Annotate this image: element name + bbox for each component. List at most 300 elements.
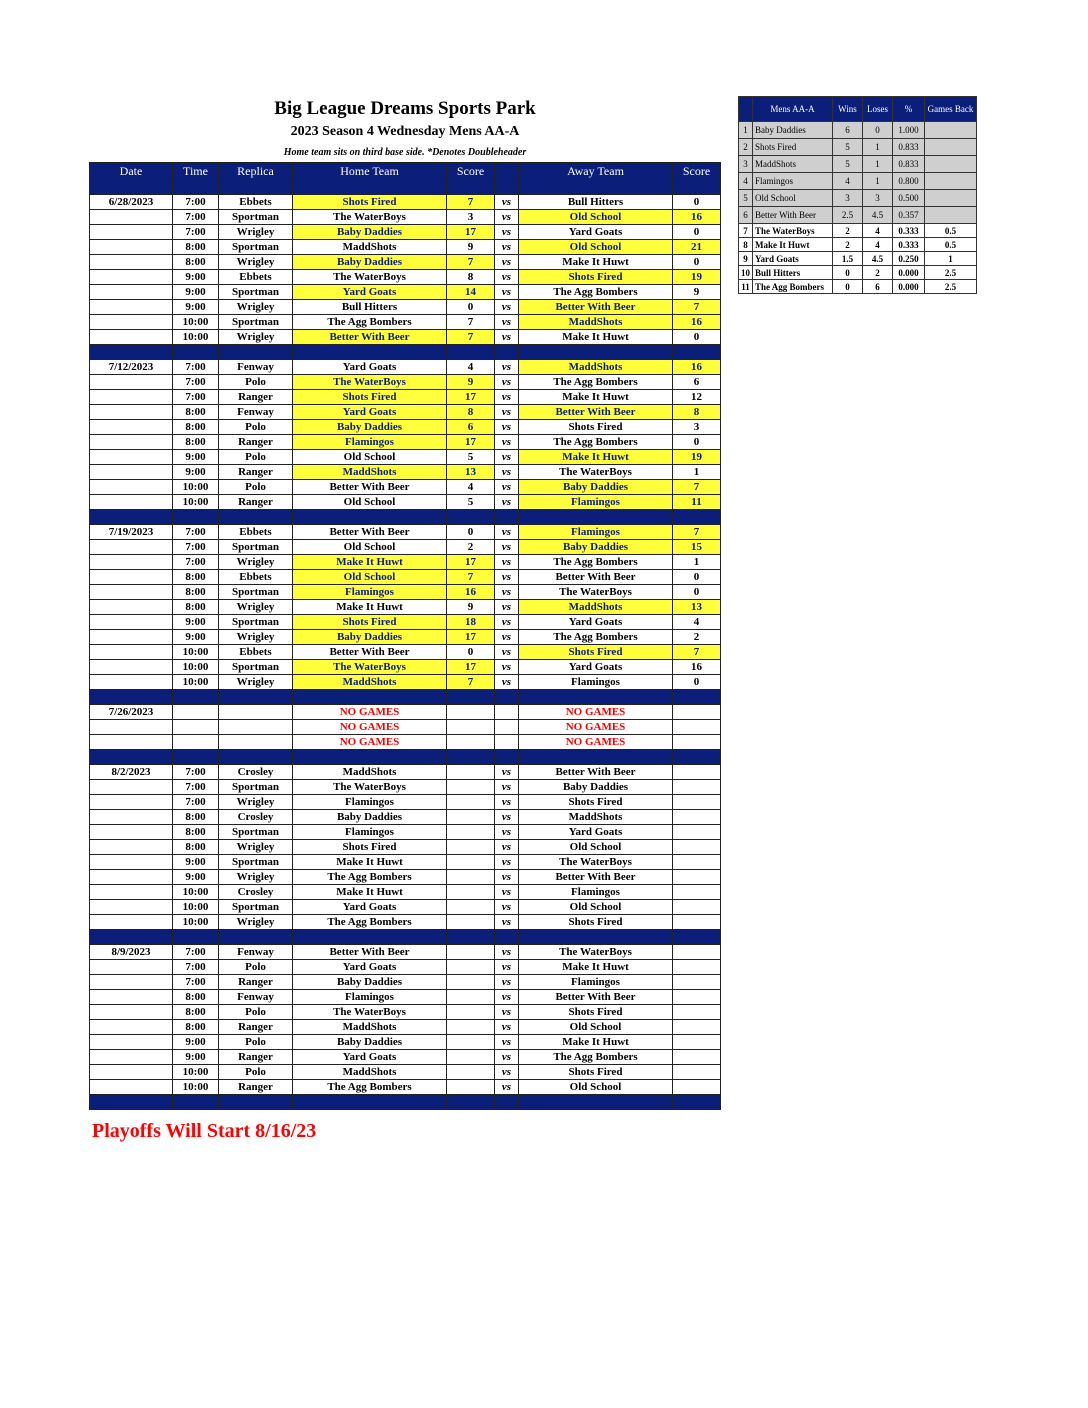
game-date <box>90 840 173 855</box>
game-time: 7:00 <box>173 525 219 540</box>
away-team: Better With Beer <box>519 405 673 420</box>
home-team: The WaterBoys <box>293 660 447 675</box>
field-name: Sportman <box>219 825 293 840</box>
away-score: 0 <box>673 255 721 270</box>
home-score: 7 <box>447 255 495 270</box>
home-team: Better With Beer <box>293 480 447 495</box>
game-row <box>90 285 721 300</box>
schedule-header-row <box>90 163 721 180</box>
score-cell <box>447 705 495 720</box>
standings-cell: 2.5 <box>833 207 863 224</box>
game-date <box>90 900 173 915</box>
game-row <box>90 885 721 900</box>
home-score: 5 <box>447 495 495 510</box>
separator-cell <box>673 750 721 765</box>
no-games-home: NO GAMES <box>293 735 447 750</box>
away-team: Yard Goats <box>519 225 673 240</box>
home-score <box>447 810 495 825</box>
standings-cell <box>925 190 977 207</box>
home-score <box>447 1065 495 1080</box>
standings-cell: 5 <box>833 139 863 156</box>
away-team: Shots Fired <box>519 1065 673 1080</box>
home-team: Make It Huwt <box>293 885 447 900</box>
separator-cell <box>495 180 519 195</box>
away-score: 7 <box>673 480 721 495</box>
away-score <box>673 855 721 870</box>
game-row <box>90 615 721 630</box>
standings-row <box>739 224 977 238</box>
game-date <box>90 1035 173 1050</box>
away-team: Flamingos <box>519 885 673 900</box>
game-date <box>90 390 173 405</box>
field-name: Polo <box>219 960 293 975</box>
away-team: Make It Huwt <box>519 330 673 345</box>
away-team: Make It Huwt <box>519 450 673 465</box>
home-score: 7 <box>447 315 495 330</box>
field-name: Wrigley <box>219 840 293 855</box>
separator-cell <box>293 345 447 360</box>
away-score <box>673 885 721 900</box>
standings-cell: 7 <box>739 224 753 238</box>
standings-row <box>739 190 977 207</box>
game-date <box>90 435 173 450</box>
home-score: 9 <box>447 375 495 390</box>
standings-cell: Baby Daddies <box>753 122 833 139</box>
away-score <box>673 1035 721 1050</box>
week-separator <box>90 180 721 195</box>
game-row <box>90 495 721 510</box>
standings-row <box>739 238 977 252</box>
game-date <box>90 795 173 810</box>
home-score: 17 <box>447 555 495 570</box>
game-time: 7:00 <box>173 975 219 990</box>
game-time: 7:00 <box>173 795 219 810</box>
home-score <box>447 960 495 975</box>
field-name: Sportman <box>219 315 293 330</box>
page-title: Big League Dreams Sports Park <box>274 98 536 119</box>
home-score: 17 <box>447 435 495 450</box>
home-score: 16 <box>447 585 495 600</box>
home-team: Old School <box>293 570 447 585</box>
home-team: Old School <box>293 450 447 465</box>
home-team: Make It Huwt <box>293 600 447 615</box>
standings-cell: 0.000 <box>893 280 925 294</box>
field-name: Fenway <box>219 360 293 375</box>
game-date <box>90 855 173 870</box>
game-time: 7:00 <box>173 540 219 555</box>
field-name: Ebbets <box>219 570 293 585</box>
home-score: 17 <box>447 630 495 645</box>
game-date <box>90 885 173 900</box>
separator-cell <box>90 345 173 360</box>
game-row <box>90 765 721 780</box>
game-time: 10:00 <box>173 660 219 675</box>
home-team: The Agg Bombers <box>293 315 447 330</box>
away-score: 16 <box>673 210 721 225</box>
standings-cell: 2.5 <box>925 266 977 280</box>
away-score: 16 <box>673 660 721 675</box>
vs-label: vs <box>495 795 519 810</box>
separator-cell <box>219 930 293 945</box>
standings-row <box>739 173 977 190</box>
away-team: Better With Beer <box>519 765 673 780</box>
game-date <box>90 1005 173 1020</box>
field-name: Fenway <box>219 990 293 1005</box>
schedule-body <box>90 180 721 1110</box>
home-team: Bull Hitters <box>293 300 447 315</box>
away-score: 9 <box>673 285 721 300</box>
away-team: Old School <box>519 900 673 915</box>
home-score: 0 <box>447 300 495 315</box>
home-team: Make It Huwt <box>293 555 447 570</box>
game-time: 9:00 <box>173 285 219 300</box>
home-team: The WaterBoys <box>293 780 447 795</box>
vs-label: vs <box>495 300 519 315</box>
game-row <box>90 1080 721 1095</box>
away-team: Old School <box>519 1080 673 1095</box>
vs-label: vs <box>495 660 519 675</box>
vs-label: vs <box>495 870 519 885</box>
away-score: 7 <box>673 645 721 660</box>
game-row <box>90 330 721 345</box>
vs-label: vs <box>495 1035 519 1050</box>
standings-cell: 3 <box>739 156 753 173</box>
home-team: Flamingos <box>293 585 447 600</box>
separator-cell <box>293 930 447 945</box>
home-score <box>447 1020 495 1035</box>
away-score <box>673 780 721 795</box>
home-score <box>447 990 495 1005</box>
home-team: MaddShots <box>293 240 447 255</box>
away-team: Make It Huwt <box>519 390 673 405</box>
home-team: MaddShots <box>293 1065 447 1080</box>
separator-cell <box>495 1095 519 1110</box>
game-row <box>90 900 721 915</box>
standings-cell <box>925 156 977 173</box>
separator-cell <box>673 930 721 945</box>
game-date: 8/2/2023 <box>90 765 173 780</box>
separator-cell <box>173 750 219 765</box>
game-time: 7:00 <box>173 780 219 795</box>
game-row <box>90 465 721 480</box>
time-cell <box>173 735 219 750</box>
away-score: 19 <box>673 270 721 285</box>
game-time: 8:00 <box>173 600 219 615</box>
game-row <box>90 450 721 465</box>
standings-col-header <box>739 97 753 122</box>
separator-cell <box>293 180 447 195</box>
home-score: 17 <box>447 390 495 405</box>
vs-label: vs <box>495 315 519 330</box>
col-header: Score <box>673 163 721 180</box>
separator-cell <box>219 510 293 525</box>
home-team: Yard Goats <box>293 960 447 975</box>
no-games-row <box>90 720 721 735</box>
game-row <box>90 540 721 555</box>
separator-cell <box>495 930 519 945</box>
vs-label: vs <box>495 405 519 420</box>
game-date <box>90 720 173 735</box>
separator-cell <box>293 750 447 765</box>
separator-cell <box>495 345 519 360</box>
away-team: Yard Goats <box>519 615 673 630</box>
away-team: Old School <box>519 240 673 255</box>
vs-label: vs <box>495 330 519 345</box>
separator-cell <box>90 750 173 765</box>
standings-cell: 0.000 <box>893 266 925 280</box>
field-name: Sportman <box>219 615 293 630</box>
away-team: The Agg Bombers <box>519 285 673 300</box>
game-time: 8:00 <box>173 435 219 450</box>
game-date <box>90 570 173 585</box>
field-name: Polo <box>219 420 293 435</box>
separator-cell <box>219 750 293 765</box>
vs-label: vs <box>495 1080 519 1095</box>
away-team: The Agg Bombers <box>519 555 673 570</box>
away-team: MaddShots <box>519 360 673 375</box>
game-date <box>90 300 173 315</box>
vs-label: vs <box>495 555 519 570</box>
game-time: 7:00 <box>173 390 219 405</box>
standings-cell: Shots Fired <box>753 139 833 156</box>
game-date <box>90 870 173 885</box>
game-time: 8:00 <box>173 810 219 825</box>
home-score: 8 <box>447 405 495 420</box>
separator-cell <box>673 510 721 525</box>
game-row <box>90 360 721 375</box>
game-time: 9:00 <box>173 615 219 630</box>
game-row <box>90 810 721 825</box>
week-separator <box>90 1095 721 1110</box>
week-separator <box>90 510 721 525</box>
game-time: 10:00 <box>173 495 219 510</box>
field-cell <box>219 705 293 720</box>
vs-label: vs <box>495 630 519 645</box>
standings-row <box>739 122 977 139</box>
away-score: 19 <box>673 450 721 465</box>
separator-cell <box>293 1095 447 1110</box>
home-team: Better With Beer <box>293 330 447 345</box>
separator-cell <box>519 180 673 195</box>
away-score: 16 <box>673 315 721 330</box>
away-score <box>673 765 721 780</box>
game-time: 7:00 <box>173 225 219 240</box>
away-score: 0 <box>673 675 721 690</box>
standings-table <box>738 96 977 294</box>
home-team: Old School <box>293 495 447 510</box>
game-row <box>90 225 721 240</box>
standings-cell: 6 <box>863 280 893 294</box>
game-time: 8:00 <box>173 420 219 435</box>
game-row <box>90 795 721 810</box>
away-score: 7 <box>673 300 721 315</box>
game-time: 10:00 <box>173 1065 219 1080</box>
game-row <box>90 825 721 840</box>
away-score <box>673 945 721 960</box>
separator-cell <box>173 1095 219 1110</box>
game-row <box>90 1065 721 1080</box>
home-score <box>447 885 495 900</box>
away-score: 0 <box>673 330 721 345</box>
away-score: 6 <box>673 375 721 390</box>
game-row <box>90 555 721 570</box>
game-date <box>90 225 173 240</box>
vs-label: vs <box>495 480 519 495</box>
game-row <box>90 405 721 420</box>
standings-cell: The Agg Bombers <box>753 280 833 294</box>
home-team: Baby Daddies <box>293 255 447 270</box>
away-score: 12 <box>673 390 721 405</box>
standings-cell: 0 <box>863 122 893 139</box>
field-name: Wrigley <box>219 870 293 885</box>
game-time: 8:00 <box>173 405 219 420</box>
home-team: Better With Beer <box>293 525 447 540</box>
separator-cell <box>173 345 219 360</box>
standings-cell: 4 <box>863 224 893 238</box>
game-row <box>90 585 721 600</box>
home-team: Flamingos <box>293 825 447 840</box>
standings-cell: Yard Goats <box>753 252 833 266</box>
standings-cell: 3 <box>863 190 893 207</box>
separator-cell <box>293 690 447 705</box>
away-team: Flamingos <box>519 675 673 690</box>
game-date <box>90 255 173 270</box>
away-team: Baby Daddies <box>519 480 673 495</box>
game-date <box>90 270 173 285</box>
game-time: 9:00 <box>173 855 219 870</box>
away-score: 0 <box>673 585 721 600</box>
score-cell <box>447 720 495 735</box>
home-team: Make It Huwt <box>293 855 447 870</box>
week-separator <box>90 690 721 705</box>
field-name: Wrigley <box>219 330 293 345</box>
standings-cell: MaddShots <box>753 156 833 173</box>
separator-cell <box>519 690 673 705</box>
home-score <box>447 1080 495 1095</box>
vs-label: vs <box>495 240 519 255</box>
game-time: 9:00 <box>173 870 219 885</box>
col-header: Away Team <box>519 163 673 180</box>
standings-cell: 4 <box>833 173 863 190</box>
no-games-away: NO GAMES <box>519 705 673 720</box>
game-time: 8:00 <box>173 1005 219 1020</box>
week-separator <box>90 750 721 765</box>
vs-label: vs <box>495 450 519 465</box>
standings-cell: 4 <box>739 173 753 190</box>
standings-cell: 8 <box>739 238 753 252</box>
col-header <box>495 163 519 180</box>
away-team: Shots Fired <box>519 1005 673 1020</box>
game-row <box>90 840 721 855</box>
field-name: Wrigley <box>219 795 293 810</box>
vs-label: vs <box>495 375 519 390</box>
home-team: Yard Goats <box>293 285 447 300</box>
away-score <box>673 1050 721 1065</box>
separator-cell <box>673 180 721 195</box>
field-cell <box>219 720 293 735</box>
standings-cell: 2 <box>739 139 753 156</box>
separator-cell <box>90 690 173 705</box>
separator-cell <box>90 510 173 525</box>
home-team: The Agg Bombers <box>293 1080 447 1095</box>
field-name: Ranger <box>219 1020 293 1035</box>
away-team: Better With Beer <box>519 870 673 885</box>
game-row <box>90 1020 721 1035</box>
home-score <box>447 1005 495 1020</box>
game-time: 7:00 <box>173 210 219 225</box>
vs-label: vs <box>495 615 519 630</box>
home-team: Baby Daddies <box>293 1035 447 1050</box>
game-date <box>90 600 173 615</box>
field-name: Wrigley <box>219 600 293 615</box>
vs-label: vs <box>495 915 519 930</box>
game-row <box>90 240 721 255</box>
field-name: Sportman <box>219 660 293 675</box>
game-date <box>90 615 173 630</box>
game-date <box>90 735 173 750</box>
away-score: 0 <box>673 225 721 240</box>
field-name: Wrigley <box>219 630 293 645</box>
vs-label: vs <box>495 960 519 975</box>
away-score <box>673 795 721 810</box>
game-row <box>90 990 721 1005</box>
standings-cell <box>925 139 977 156</box>
game-row <box>90 420 721 435</box>
game-time: 8:00 <box>173 585 219 600</box>
standings-cell: Make It Huwt <box>753 238 833 252</box>
week-separator <box>90 345 721 360</box>
away-score <box>673 825 721 840</box>
game-time: 8:00 <box>173 840 219 855</box>
no-games-row <box>90 705 721 720</box>
field-name: Sportman <box>219 210 293 225</box>
standings-cell: 0.800 <box>893 173 925 190</box>
away-team: The Agg Bombers <box>519 630 673 645</box>
game-row <box>90 960 721 975</box>
standings-cell: 1 <box>739 122 753 139</box>
game-time: 10:00 <box>173 885 219 900</box>
home-team: Flamingos <box>293 990 447 1005</box>
game-date: 8/9/2023 <box>90 945 173 960</box>
no-games-home: NO GAMES <box>293 720 447 735</box>
away-team: Old School <box>519 210 673 225</box>
game-row <box>90 300 721 315</box>
away-score: 3 <box>673 420 721 435</box>
standings-cell: 1.000 <box>893 122 925 139</box>
game-time: 9:00 <box>173 450 219 465</box>
vs-label: vs <box>495 270 519 285</box>
game-time: 7:00 <box>173 765 219 780</box>
away-score: 13 <box>673 600 721 615</box>
game-date: 6/28/2023 <box>90 195 173 210</box>
game-time: 7:00 <box>173 945 219 960</box>
vs-label: vs <box>495 585 519 600</box>
time-cell <box>173 720 219 735</box>
home-score <box>447 1035 495 1050</box>
field-name: Polo <box>219 1035 293 1050</box>
away-team: Better With Beer <box>519 570 673 585</box>
standings-cell: Old School <box>753 190 833 207</box>
field-name: Sportman <box>219 540 293 555</box>
home-team: Flamingos <box>293 795 447 810</box>
vs-label: vs <box>495 540 519 555</box>
game-row <box>90 1035 721 1050</box>
away-score: 2 <box>673 630 721 645</box>
game-time: 9:00 <box>173 270 219 285</box>
separator-cell <box>673 690 721 705</box>
away-team: Shots Fired <box>519 270 673 285</box>
standings-cell: 4.5 <box>863 207 893 224</box>
